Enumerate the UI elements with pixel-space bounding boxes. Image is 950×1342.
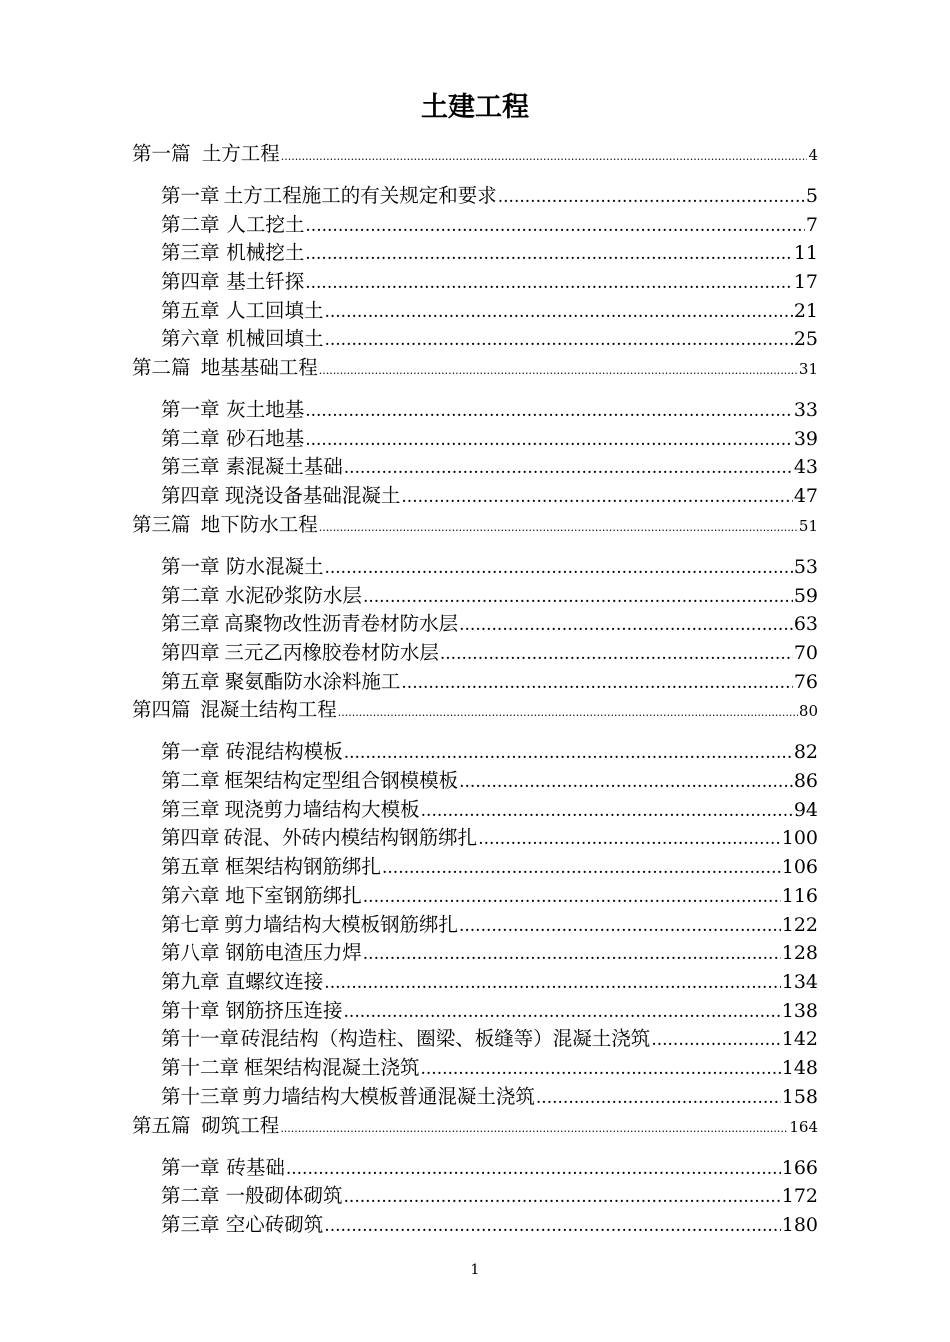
- toc-chapter-entry[interactable]: [161, 423, 818, 451]
- toc-entry-title: 砖混结构（构造柱、圈梁、板缝等）混凝土浇筑: [240, 1027, 651, 1050]
- toc-page-number: 106: [781, 856, 818, 878]
- toc-entry-label: 第二章: [161, 213, 220, 236]
- toc-dot-leader: [319, 364, 798, 377]
- toc-page-number: 134: [781, 971, 818, 993]
- toc-dot-leader: [363, 944, 781, 964]
- toc-entry-label: 第五章: [161, 670, 220, 693]
- toc-entry-label: 第四章: [161, 270, 220, 293]
- toc-chapter-entry[interactable]: [161, 909, 818, 937]
- toc-chapter-entry[interactable]: [161, 1052, 818, 1080]
- toc-chapter-entry[interactable]: [161, 1209, 818, 1237]
- toc-entry-label: 第三章: [161, 1213, 220, 1236]
- toc-page-number: 138: [781, 1000, 818, 1022]
- toc-page-number: 166: [781, 1157, 818, 1179]
- toc-entry-label: 第十二章: [161, 1056, 240, 1079]
- toc-entry-label: 第四篇: [132, 698, 191, 721]
- toc-page-number: 142: [781, 1028, 818, 1050]
- toc-dot-leader: [344, 1002, 781, 1022]
- toc-chapter-entry[interactable]: [161, 209, 818, 237]
- toc-chapter-entry[interactable]: [161, 794, 818, 822]
- toc-page-number: 21: [793, 300, 818, 322]
- toc-entry-title: 砖混、外砖内模结构钢筋绑扎: [223, 826, 478, 849]
- toc-chapter-entry[interactable]: [161, 851, 818, 879]
- toc-page-number: 5: [805, 185, 818, 207]
- toc-entry-title: 地基基础工程: [200, 356, 318, 379]
- toc-page-number: 4: [808, 146, 818, 164]
- toc-dot-leader: [324, 330, 792, 350]
- toc-page-number: 17: [793, 271, 818, 293]
- toc-chapter-entry[interactable]: [161, 237, 818, 265]
- toc-page-number: 148: [781, 1057, 818, 1079]
- toc-page-number: 39: [793, 428, 818, 450]
- toc-chapter-entry[interactable]: [161, 180, 818, 208]
- toc-dot-leader: [324, 973, 780, 993]
- toc-entry-title: 聚氨酯防水涂料施工: [224, 670, 401, 693]
- toc-entry-label: 第三章: [161, 241, 220, 264]
- toc-dot-leader: [319, 521, 798, 534]
- toc-entry-label: 第一章: [161, 1156, 220, 1179]
- toc-page-number: 43: [793, 456, 818, 478]
- toc-entry-label: 第一章: [161, 555, 220, 578]
- toc-entry-title: 框架结构钢筋绑扎: [224, 855, 381, 878]
- toc-chapter-entry[interactable]: [161, 295, 818, 323]
- toc-entry-label: 第十章: [161, 999, 220, 1022]
- toc-part-entry[interactable]: [132, 138, 818, 166]
- toc-entry-label: 第九章: [161, 970, 220, 993]
- toc-entry-title: 素混凝土基础: [225, 455, 343, 478]
- toc-page-number: 100: [781, 827, 818, 849]
- toc-part-entry[interactable]: [132, 509, 818, 537]
- toc-entry-title: 三元乙丙橡胶卷材防水层: [224, 641, 439, 664]
- toc-entry-label: 第六章: [161, 884, 220, 907]
- toc-part-entry[interactable]: [132, 1110, 818, 1138]
- toc-chapter-entry[interactable]: [161, 937, 818, 965]
- toc-entry-title: 框架结构定型组合钢模模板: [224, 769, 459, 792]
- toc-dot-leader: [651, 1030, 780, 1050]
- toc-dot-leader: [421, 801, 793, 821]
- toc-entry-label: 第二章: [161, 1184, 220, 1207]
- toc-entry-label: 第二篇: [132, 356, 191, 379]
- toc-page-number: 158: [781, 1086, 818, 1108]
- toc-entry-label: 第一章: [161, 398, 220, 421]
- toc-chapter-entry[interactable]: [161, 1023, 818, 1051]
- toc-entry-title: 砌筑工程: [201, 1114, 280, 1137]
- toc-chapter-entry[interactable]: [161, 995, 818, 1023]
- toc-dot-leader: [281, 150, 808, 163]
- toc-entry-label: 第四章: [161, 484, 220, 507]
- toc-entry-title: 砂石地基: [226, 427, 305, 450]
- toc-chapter-entry[interactable]: [161, 966, 818, 994]
- toc-dot-leader: [305, 430, 793, 450]
- toc-page-number: 25: [793, 328, 818, 350]
- toc-entry-label: 第三章: [161, 798, 220, 821]
- toc-page-number: 70: [793, 642, 818, 664]
- toc-chapter-entry[interactable]: [161, 266, 818, 294]
- toc-entry-label: 第二章: [161, 427, 220, 450]
- toc-chapter-entry[interactable]: [161, 580, 818, 608]
- toc-entry-label: 第二章: [161, 769, 220, 792]
- toc-entry-label: 第十三章: [161, 1085, 240, 1108]
- toc-chapter-entry[interactable]: [161, 822, 818, 850]
- toc-entry-title: 混凝土结构工程: [200, 698, 337, 721]
- toc-dot-leader: [536, 1088, 781, 1108]
- toc-dot-leader: [286, 1159, 781, 1179]
- toc-entry-title: 人工挖土: [226, 213, 305, 236]
- toc-entry-title: 现浇剪力墙结构大模板: [224, 798, 420, 821]
- toc-dot-leader: [459, 615, 793, 635]
- toc-page-number: 86: [793, 770, 818, 792]
- toc-dot-leader: [401, 673, 792, 693]
- toc-dot-leader: [440, 644, 793, 664]
- toc-page-number: 180: [781, 1214, 818, 1236]
- toc-entry-label: 第五篇: [132, 1114, 191, 1137]
- toc-entry-title: 防水混凝土: [225, 555, 324, 578]
- toc-entry-label: 第七章: [161, 913, 220, 936]
- toc-entry-title: 水泥砂浆防水层: [225, 584, 362, 607]
- toc-chapter-entry[interactable]: [161, 1081, 818, 1109]
- toc-chapter-entry[interactable]: [161, 551, 818, 579]
- toc-dot-leader: [305, 401, 793, 421]
- toc-chapter-entry[interactable]: [161, 1180, 818, 1208]
- toc-page-number: 51: [798, 517, 818, 535]
- toc-page-number: 47: [793, 485, 818, 507]
- toc-entry-label: 第四章: [161, 641, 220, 664]
- toc-part-entry[interactable]: [132, 352, 818, 380]
- toc-dot-leader: [459, 916, 781, 936]
- toc-part-entry[interactable]: [132, 694, 818, 722]
- toc-entry-title: 空心砖砌筑: [225, 1213, 324, 1236]
- toc-entry-title: 土方工程施工的有关规定和要求: [223, 184, 497, 207]
- toc-chapter-entry[interactable]: [161, 666, 818, 694]
- toc-entry-label: 第十一章: [161, 1027, 240, 1050]
- toc-dot-leader: [420, 1059, 780, 1079]
- toc-entry-title: 机械回填土: [225, 327, 324, 350]
- toc-entry-label: 第三章: [161, 455, 220, 478]
- toc-page-number: 11: [793, 242, 818, 264]
- toc-entry-label: 第五章: [161, 299, 220, 322]
- toc-entry-label: 第二章: [161, 584, 220, 607]
- toc-dot-leader: [324, 1216, 780, 1236]
- toc-page-number: 76: [793, 671, 818, 693]
- toc-page-number: 94: [793, 799, 818, 821]
- toc-chapter-entry[interactable]: [161, 736, 818, 764]
- toc-page-number: 33: [793, 399, 818, 421]
- toc-entry-title: 人工回填土: [225, 299, 324, 322]
- toc-entry-title: 框架结构混凝土浇筑: [243, 1056, 420, 1079]
- toc-chapter-entry[interactable]: [161, 1152, 818, 1180]
- toc-entry-label: 第三篇: [132, 513, 191, 536]
- toc-entry-title: 砖混结构模板: [225, 740, 343, 763]
- toc-dot-leader: [280, 1122, 788, 1135]
- toc-chapter-entry[interactable]: [161, 451, 818, 479]
- toc-page-number: 59: [793, 585, 818, 607]
- toc-chapter-entry[interactable]: [161, 637, 818, 665]
- toc-entry-title: 灰土地基: [226, 398, 305, 421]
- toc-entry-title: 一般砌体砌筑: [225, 1184, 343, 1207]
- toc-page-number: 53: [793, 556, 818, 578]
- toc-dot-leader: [305, 273, 793, 293]
- toc-chapter-entry[interactable]: [161, 880, 818, 908]
- toc-entry-title: 钢筋挤压连接: [225, 999, 343, 1022]
- toc-entry-label: 第四章: [161, 826, 220, 849]
- toc-entry-title: 剪力墙结构大模板普通混凝土浇筑: [242, 1085, 535, 1108]
- toc-entry-title: 土方工程: [201, 142, 280, 165]
- toc-chapter-entry[interactable]: [161, 480, 818, 508]
- toc-entry-title: 现浇设备基础混凝土: [224, 484, 401, 507]
- toc-entry-label: 第五章: [161, 855, 220, 878]
- toc-entry-title: 地下防水工程: [200, 513, 318, 536]
- toc-entry-label: 第一篇: [132, 142, 191, 165]
- toc-dot-leader: [305, 216, 805, 236]
- toc-entry-title: 高聚物改性沥青卷材防水层: [224, 612, 459, 635]
- toc-entry-label: 第三章: [161, 612, 220, 635]
- toc-entry-title: 直螺纹连接: [225, 970, 324, 993]
- toc-page-number: 82: [793, 741, 818, 763]
- page-number: 1: [470, 1262, 480, 1278]
- toc-dot-leader: [498, 187, 805, 207]
- toc-entry-title: 剪力墙结构大模板钢筋绑扎: [223, 913, 458, 936]
- toc-page-number: 7: [805, 214, 818, 236]
- toc-dot-leader: [382, 858, 781, 878]
- toc-dot-leader: [401, 487, 792, 507]
- toc-page-number: 31: [798, 360, 818, 378]
- toc-dot-leader: [338, 706, 798, 719]
- toc-dot-leader: [344, 743, 793, 763]
- toc-dot-leader: [363, 587, 793, 607]
- toc-dot-leader: [459, 772, 793, 792]
- toc-entry-label: 第一章: [161, 184, 220, 207]
- toc-dot-leader: [324, 302, 792, 322]
- toc-dot-leader: [344, 458, 793, 478]
- toc-entry-title: 基土钎探: [226, 270, 305, 293]
- toc-entry-label: 第一章: [161, 740, 220, 763]
- toc-page-number: 128: [781, 942, 818, 964]
- toc-dot-leader: [363, 887, 781, 907]
- toc-entry-title: 机械挖土: [226, 241, 305, 264]
- toc-chapter-entry[interactable]: [161, 323, 818, 351]
- toc-dot-leader: [324, 558, 792, 578]
- toc-chapter-entry[interactable]: [161, 394, 818, 422]
- toc-page-number: 164: [789, 1118, 818, 1136]
- document-title: 土建工程: [421, 92, 529, 123]
- toc-page-number: 172: [781, 1185, 818, 1207]
- toc-page-number: 116: [781, 885, 818, 907]
- toc-dot-leader: [478, 829, 781, 849]
- toc-dot-leader: [305, 244, 793, 264]
- toc-chapter-entry[interactable]: [161, 765, 818, 793]
- toc-entry-title: 地下室钢筋绑扎: [225, 884, 362, 907]
- toc-page-number: 63: [793, 613, 818, 635]
- toc-dot-leader: [344, 1187, 781, 1207]
- toc-entry-title: 钢筋电渣压力焊: [225, 941, 362, 964]
- toc-entry-label: 第六章: [161, 327, 220, 350]
- toc-page-number: 80: [798, 702, 818, 720]
- toc-chapter-entry[interactable]: [161, 608, 818, 636]
- toc-page-number: 122: [781, 914, 818, 936]
- toc-entry-label: 第八章: [161, 941, 220, 964]
- toc-entry-title: 砖基础: [226, 1156, 285, 1179]
